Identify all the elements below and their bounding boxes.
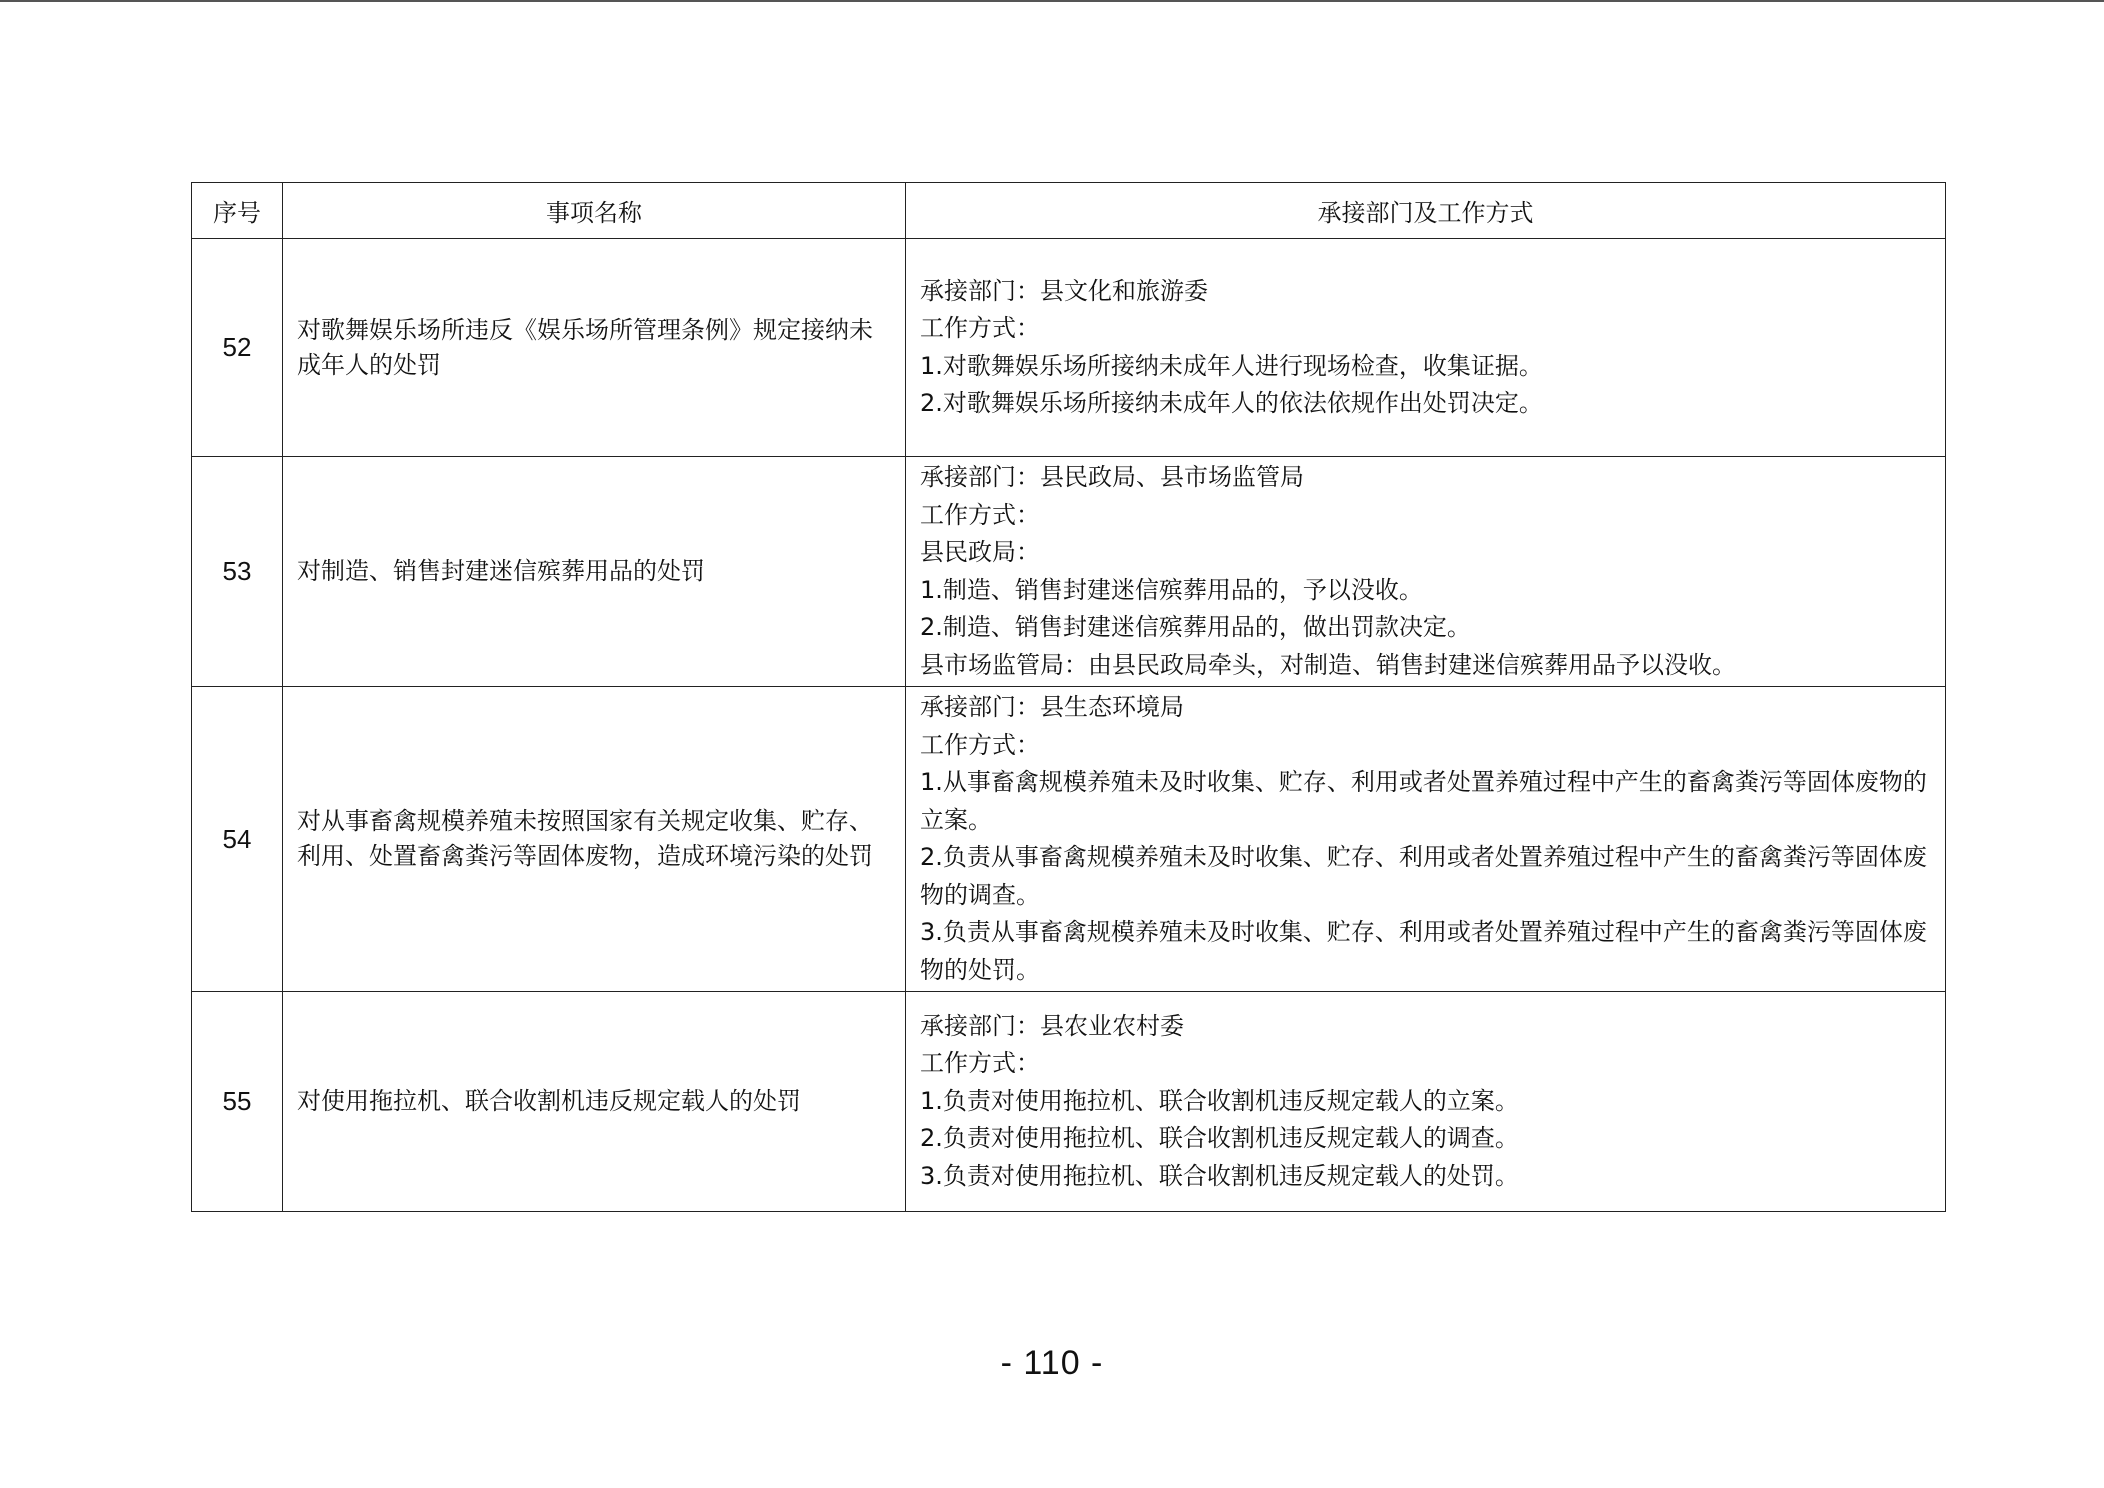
header-department-method: 承接部门及工作方式 (906, 183, 1946, 239)
dept-line: 1.对歌舞娱乐场所接纳未成年人进行现场检查，收集证据。 (920, 351, 1543, 380)
table-row (192, 687, 1946, 992)
dept-line: 2.负责对使用拖拉机、联合收割机违反规定载人的调查。 (920, 1124, 1519, 1153)
row-department-method (906, 239, 1946, 457)
dept-line: 工作方式： (920, 730, 1040, 759)
header-seq: 序号 (192, 183, 283, 239)
header-item-name: 事项名称 (283, 183, 906, 239)
dept-line: 1.负责对使用拖拉机、联合收割机违反规定载人的立案。 (920, 1086, 1519, 1115)
matters-table (191, 182, 1946, 1212)
table-row (192, 239, 1946, 457)
row-seq: 55 (192, 992, 283, 1212)
table-row (192, 457, 1946, 687)
dept-line: 县市场监管局：由县民政局牵头，对制造、销售封建迷信殡葬用品予以没收。 (920, 650, 1736, 679)
dept-line: 1.从事畜禽规模养殖未及时收集、贮存、利用或者处置养殖过程中产生的畜禽粪污等固体废物的立案。 (920, 768, 1927, 834)
dept-line: 3.负责对使用拖拉机、联合收割机违反规定载人的处罚。 (920, 1161, 1519, 1190)
row-department-method (906, 457, 1946, 687)
dept-line: 3.负责从事畜禽规模养殖未及时收集、贮存、利用或者处置养殖过程中产生的畜禽粪污等固体废物的处罚。 (920, 918, 1927, 984)
dept-line: 工作方式： (920, 314, 1040, 342)
row-department-method (906, 992, 1946, 1212)
dept-line: 承接部门：县民政局、县市场监管局 (920, 463, 1304, 491)
dept-line: 2.对歌舞娱乐场所接纳未成年人的依法依规作出处罚决定。 (920, 389, 1543, 417)
dept-line: 承接部门：县文化和旅游委 (920, 276, 1208, 305)
row-item-name: 对从事畜禽规模养殖未按照国家有关规定收集、贮存、利用、处置畜禽粪污等固体废物，造成环境污染的处罚 (283, 687, 906, 992)
row-item-name: 对歌舞娱乐场所违反《娱乐场所管理条例》规定接纳未成年人的处罚 (283, 239, 906, 457)
page-number: - 110 - (1000, 1344, 1104, 1382)
row-seq: 53 (192, 457, 283, 687)
header-row (192, 183, 1946, 239)
row-department-method (906, 687, 1946, 992)
dept-line: 承接部门：县生态环境局 (920, 693, 1184, 721)
table-row (192, 992, 1946, 1212)
table-body (192, 239, 1946, 1212)
dept-line: 工作方式： (920, 500, 1040, 529)
dept-line: 2.制造、销售封建迷信殡葬用品的，做出罚款决定。 (920, 613, 1471, 641)
table-header (192, 183, 1946, 239)
dept-line: 2.负责从事畜禽规模养殖未及时收集、贮存、利用或者处置养殖过程中产生的畜禽粪污等固体废物的调查。 (920, 843, 1927, 909)
row-item-name: 对制造、销售封建迷信殡葬用品的处罚 (283, 457, 906, 687)
row-seq: 52 (192, 239, 283, 457)
row-seq: 54 (192, 687, 283, 992)
dept-line: 承接部门：县农业农村委 (920, 1011, 1184, 1040)
dept-line: 县民政局： (920, 538, 1040, 566)
row-item-name: 对使用拖拉机、联合收割机违反规定载人的处罚 (283, 992, 906, 1212)
dept-line: 工作方式： (920, 1049, 1040, 1078)
dept-line: 1.制造、销售封建迷信殡葬用品的，予以没收。 (920, 575, 1423, 604)
